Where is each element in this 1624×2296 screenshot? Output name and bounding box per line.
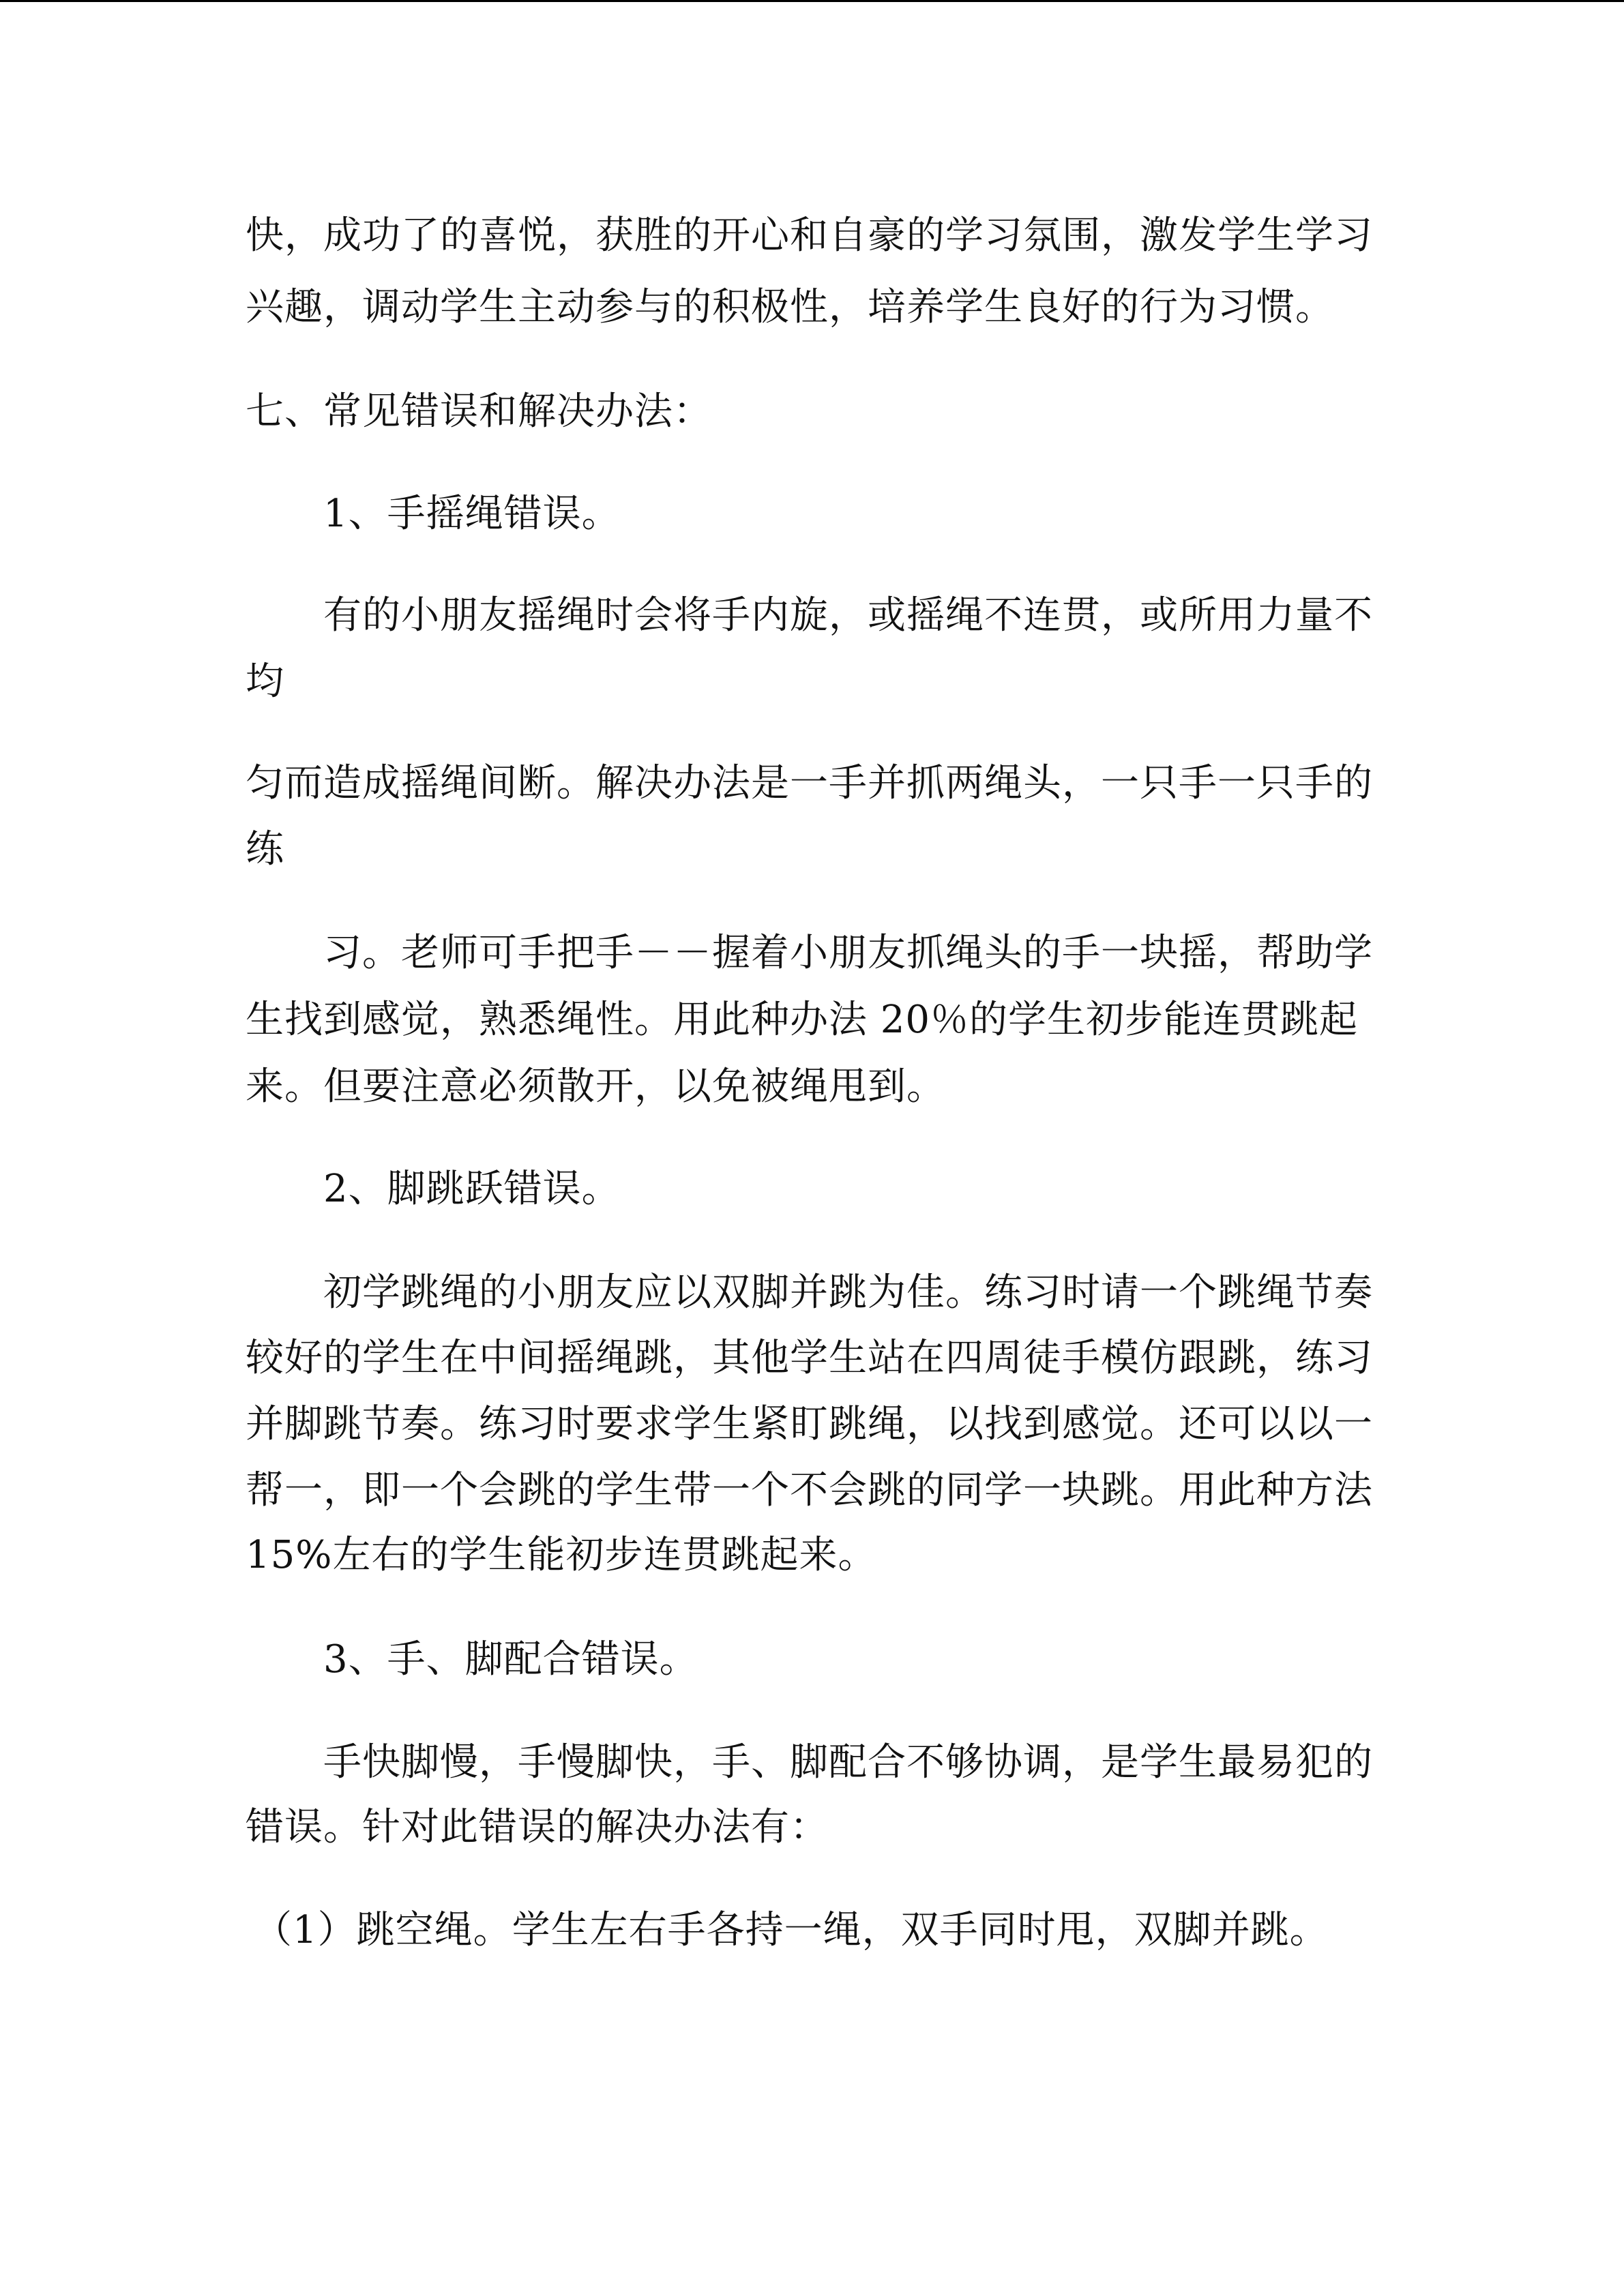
section-heading: 七、常见错误和解决办法： — [246, 389, 712, 434]
paragraph-line: 较好的学生在中间摇绳跳，其他学生站在四周徒手模仿跟跳，练习 — [246, 1336, 1373, 1380]
paragraph-line: 兴趣，调动学生主动参与的积极性，培养学生良好的行为习惯。 — [246, 285, 1334, 329]
subsection-heading: 2、脚跳跃错误。 — [323, 1167, 621, 1211]
paragraph-line: 错误。针对此错误的解决办法有： — [246, 1805, 829, 1849]
paragraph-line: 来。但要注意必须散开，以免被绳甩到。 — [246, 1064, 945, 1109]
paragraph-line: 快，成功了的喜悦，获胜的开心和自豪的学习氛围，激发学生学习 — [246, 213, 1373, 258]
paragraph-line: 并脚跳节奏。练习时要求学生紧盯跳绳，以找到感觉。还可以以一 — [246, 1402, 1373, 1446]
paragraph-line: 有的小朋友摇绳时会将手内旋，或摇绳不连贯，或所用力量不 — [323, 593, 1373, 638]
paragraph-line: 习。老师可手把手－－握着小朋友抓绳头的手一块摇，帮助学 — [323, 931, 1373, 975]
paragraph-line: 帮一，即一个会跳的学生带一个不会跳的同学一块跳。用此种方法 — [246, 1468, 1373, 1512]
list-item: （1）跳空绳。学生左右手各持一绳，双手同时甩，双脚并跳。 — [254, 1908, 1329, 1952]
paragraph-line: 15%左右的学生能初步连贯跳起来。 — [246, 1533, 877, 1577]
paragraph-line: 手快脚慢，手慢脚快，手、脚配合不够协调，是学生最易犯的 — [323, 1740, 1373, 1785]
subsection-heading: 3、手、脚配合错误。 — [323, 1637, 698, 1682]
paragraph-line: 均 — [246, 659, 284, 704]
paragraph-line: 匀而造成摇绳间断。解决办法是一手并抓两绳头，一只手一只手的 — [246, 761, 1373, 805]
paragraph-line: 初学跳绳的小朋友应以双脚并跳为佳。练习时请一个跳绳节奏 — [323, 1270, 1373, 1315]
paragraph-line: 练 — [246, 827, 284, 871]
paragraph-line: 生找到感觉，熟悉绳性。用此种办法 20％的学生初步能连贯跳起 — [246, 998, 1359, 1042]
subsection-heading: 1、手摇绳错误。 — [323, 492, 621, 536]
